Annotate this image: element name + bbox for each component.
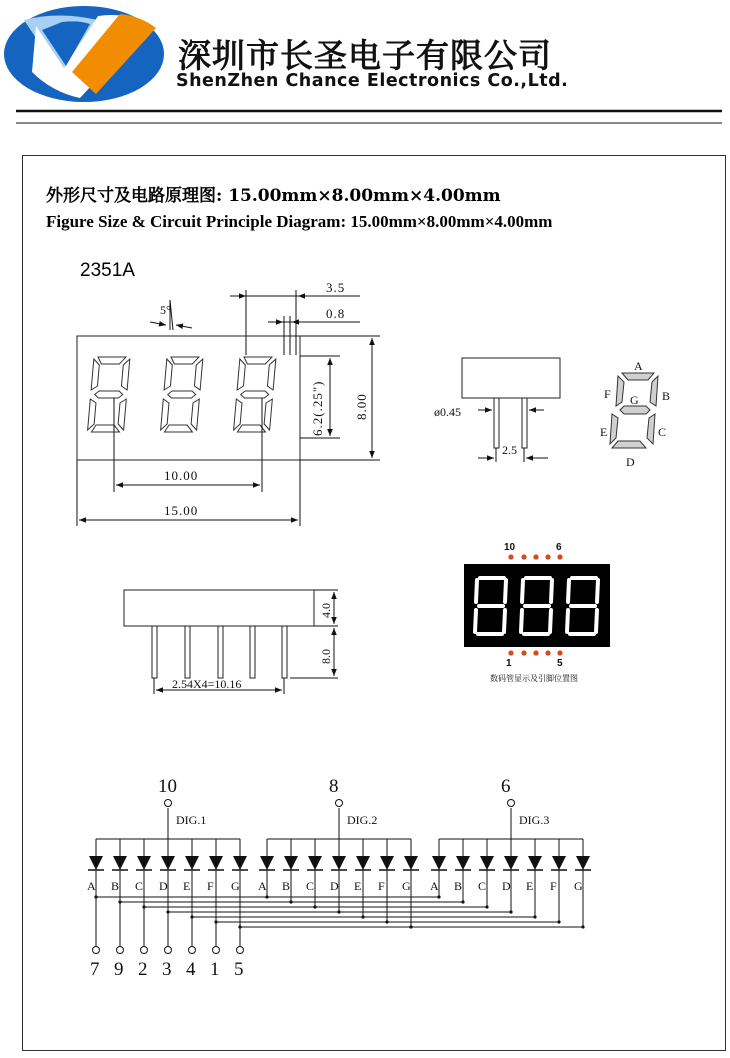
common-pin-label: 10 — [158, 776, 177, 797]
segment-label: D — [502, 879, 511, 893]
led-diode — [137, 856, 151, 870]
segment-label: D — [330, 879, 339, 893]
circuit-diagram — [87, 776, 591, 980]
led-diode — [284, 856, 298, 870]
led-diode — [356, 856, 370, 870]
led-diode — [260, 856, 274, 870]
side-view — [434, 358, 560, 462]
dim-pin-diameter: ø0.45 — [434, 405, 461, 419]
bottom-view — [124, 590, 338, 694]
title-cn: 外形尺寸及电路原理图: 15.00mm×8.00mm×4.00mm — [46, 186, 501, 206]
segment-label: B — [454, 879, 463, 893]
dim-pin-span: 2.54X4=10.16 — [172, 677, 242, 691]
segment-pin-label: 5 — [234, 959, 244, 980]
title-en: Figure Size & Circuit Principle Diagram: 15.00mm×8.00mm×4.00mm — [46, 212, 553, 231]
common-pin-terminal — [336, 800, 343, 807]
segment-pin-label: 1 — [210, 959, 220, 980]
led-diode — [504, 856, 518, 870]
segment-pin-terminal — [117, 947, 124, 954]
segment-label: F — [550, 879, 557, 893]
dim-pin-length: 8.0 — [319, 649, 333, 664]
model-number: 2351A — [80, 260, 135, 281]
segment-label: A — [87, 879, 96, 893]
segment-pin-terminal — [93, 947, 100, 954]
segment-label: C — [135, 879, 144, 893]
led-diode — [552, 856, 566, 870]
segment-label: F — [207, 879, 214, 893]
front-view — [77, 280, 380, 526]
digit-label: DIG.3 — [519, 813, 550, 827]
photo-pin-1: 1 — [506, 658, 512, 669]
segment-pin-label: 7 — [90, 959, 100, 980]
dim-width: 15.00 — [164, 503, 199, 518]
seg-label-a: A — [634, 359, 643, 373]
segment-pin-terminal — [165, 947, 172, 954]
common-pin-terminal — [508, 800, 515, 807]
digit-label: DIG.2 — [347, 813, 378, 827]
photo-pin-10: 10 — [504, 542, 516, 553]
segment-pin-label: 2 — [138, 959, 148, 980]
seg-label-g: G — [630, 393, 639, 407]
seg-label-c: C — [658, 425, 667, 439]
segment-label: E — [526, 879, 534, 893]
segment-label: E — [183, 879, 191, 893]
common-pin-terminal — [165, 800, 172, 807]
led-diode — [480, 856, 494, 870]
dim-pin-pitch: 2.5 — [502, 443, 517, 457]
led-diode — [432, 856, 446, 870]
dim-body-height: 4.0 — [319, 603, 333, 618]
segment-label: F — [378, 879, 385, 893]
seg-label-b: B — [662, 389, 671, 403]
seg-label-e: E — [600, 425, 608, 439]
led-diode — [185, 856, 199, 870]
dim-digit-height: 6.2(.25") — [310, 380, 325, 436]
display-photo — [464, 542, 610, 683]
led-diode — [89, 856, 103, 870]
segment-legend — [600, 359, 670, 469]
led-diode — [332, 856, 346, 870]
photo-pin-5: 5 — [557, 658, 563, 669]
segment-pin-label: 3 — [162, 959, 172, 980]
dim-seg-width: 0.8 — [326, 306, 346, 321]
led-diode — [528, 856, 542, 870]
segment-pin-terminal — [237, 947, 244, 954]
segment-label: C — [306, 879, 315, 893]
common-pin-label: 8 — [329, 776, 339, 797]
dim-angle: 5° — [160, 303, 171, 317]
front-digits — [87, 357, 276, 432]
led-diode — [161, 856, 175, 870]
segment-label: G — [574, 879, 583, 893]
segment-label: A — [430, 879, 439, 893]
segment-pin-label: 4 — [186, 959, 196, 980]
segment-label: A — [258, 879, 267, 893]
company-name-en: ShenZhen Chance Electronics Co.,Ltd. — [176, 71, 569, 91]
segment-pin-terminal — [189, 947, 196, 954]
segment-pin-terminal — [141, 947, 148, 954]
segment-label: G — [402, 879, 411, 893]
segment-label: B — [111, 879, 120, 893]
led-diode — [308, 856, 322, 870]
segment-label: E — [354, 879, 362, 893]
common-pin-label: 6 — [501, 776, 511, 797]
segment-label: G — [231, 879, 240, 893]
segment-label: D — [159, 879, 168, 893]
led-diode — [456, 856, 470, 870]
led-diode — [209, 856, 223, 870]
photo-caption: 数码管显示及引脚位置图 — [490, 674, 578, 683]
led-diode — [233, 856, 247, 870]
segment-label: C — [478, 879, 487, 893]
led-diode — [576, 856, 590, 870]
seg-label-f: F — [604, 387, 611, 401]
dim-height: 8.00 — [354, 393, 369, 420]
segment-pin-label: 9 — [114, 959, 124, 980]
led-diode — [380, 856, 394, 870]
seg-label-d: D — [626, 455, 635, 469]
digit-label: DIG.1 — [176, 813, 207, 827]
photo-pin-6: 6 — [556, 542, 562, 553]
dim-digit-span: 10.00 — [164, 468, 199, 483]
segment-label: B — [282, 879, 291, 893]
led-diode — [113, 856, 127, 870]
segment-pin-terminal — [213, 947, 220, 954]
company-name-cn: 深圳市长圣电子有限公司 — [178, 36, 552, 75]
dim-pitch-top: 3.5 — [326, 280, 346, 295]
led-diode — [404, 856, 418, 870]
